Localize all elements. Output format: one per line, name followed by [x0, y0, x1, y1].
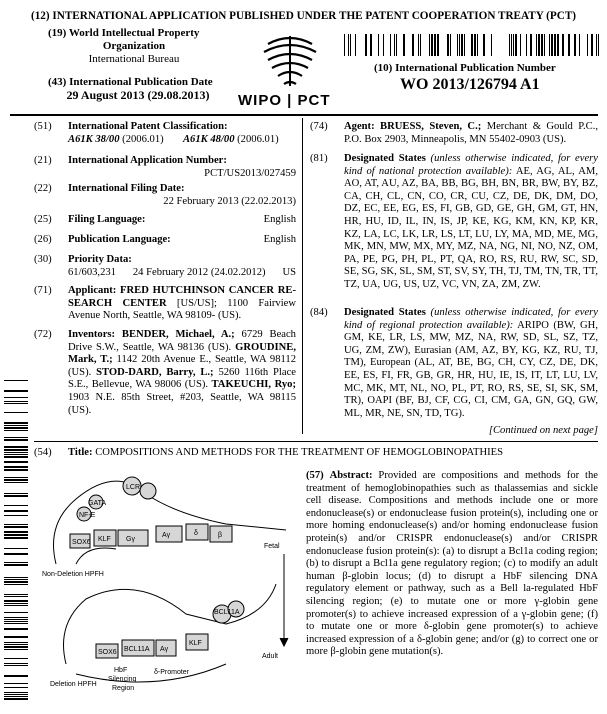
ipc-date-2: (2006.01) [237, 133, 279, 145]
barcode-bar [434, 34, 436, 56]
barcode-bar [4, 584, 28, 585]
barcode-bar [491, 34, 492, 56]
barcode-bar [461, 34, 463, 56]
barcode-bar [551, 34, 553, 56]
ipc-date-1: (2006.01) [122, 133, 164, 145]
barcode-bar [4, 564, 28, 566]
barcode-bar [4, 636, 28, 638]
barcode-bar [538, 34, 540, 56]
regional-states-list: ARIPO (BW, GH, GM, KE, LR, LS, MW, MZ, NA, RW, SD, SL, SZ, TZ, UG, ZM, ZW), Eurasian (AM, AZ, BY, KG, KZ, RU, TJ, TM), European (AL, AT, BE, BG, CH, CY, CZ, DE, DK, EE, ES, FI, FR, GB, GR, HR, HU, IE, IS, IT, LT, LU, LV, MC, MK, MT, NL, NO, PL, PT, RO, RS, SE, SI, SK, SM, TR), OAPI (BF, BJ, CF, CG, CI, CM, GA, GN, GQ, GW, ML, MR, NE, SN, TD, TG). [344, 319, 598, 419]
inventor-1: BENDER, Michael, A.; [121, 329, 235, 340]
fig-label-non-deletion: Non-Deletion HPFH [42, 571, 104, 578]
barcode-bar [4, 439, 28, 441]
barcode-bar [520, 34, 521, 56]
inventor-2: GROUDINE, Mark, T.; [68, 341, 296, 366]
field-30 [34, 254, 296, 279]
document-title: (12) INTERNATIONAL APPLICATION PUBLISHED UNDER THE PATENT COOPERATION TREATY (PCT) [30, 10, 577, 22]
field-71-label: Applicant: [68, 285, 117, 296]
abstract-text: Provided are compositions and methods for the treatment of hemoglobinopathies such as thalassemias and sickle cell disease. Compositions and methods include one or more endonuclease(s) or endonuclease fusion protein(s), including one or more homing endonuclease(s) and/or homing endonuclease fusion protein(s) and/or CRISPR endonuclease(s) and/or CRISPR endonuclease fusion protein(s): (a) to disrupt a Bcl1a coding region; (b) to disrupt a Bcl1a gene regulatory region; (c) to modify an adult human β-globin locus; (d) to disrupt a HbF silencing DNA regulatory element or pathway, such as a Bell la-regulated HbF silencing region; (e) to mutate one or more γ-globin gene promoter(s) to achieve increased expression of a γ-globin gene; (f) to mutate one or more δ-globin gene promoter(s) to achieve increased expression of a δ-globin gene; and/or (g) to correct one or more β-globin gene mutation(s). [306, 470, 598, 658]
barcode-bar [4, 482, 28, 483]
priority-date: 24 February 2012 (24.02.2012) [132, 266, 266, 278]
wipo-logo [240, 30, 340, 112]
field-72-number: (72) [34, 329, 52, 340]
barcode-bar [420, 34, 421, 56]
field-26-number: (26) [34, 234, 52, 245]
barcode-bar [4, 687, 28, 688]
barcode-bar [4, 675, 28, 677]
barcode-bar [4, 612, 28, 613]
field-26 [34, 234, 296, 247]
field-21-label: International Application Number: [68, 155, 227, 166]
barcode-bar [4, 427, 28, 429]
continued-note: [Continued on next page] [488, 425, 598, 436]
filing-language: English [263, 214, 296, 225]
barcode-bar [4, 581, 28, 583]
barcode-bar [4, 537, 28, 539]
fig-label-klf-lower: KLF [189, 640, 202, 647]
barcode-bar [4, 524, 28, 525]
field-71-number: (71) [34, 285, 52, 296]
field-21 [34, 155, 296, 180]
barcode-bar [4, 605, 28, 606]
fig-label-lcr: LCR [126, 484, 141, 491]
priority-application: 61/603,231 [68, 266, 116, 278]
field-84-label: Designated States [344, 307, 426, 318]
barcode-bar [4, 456, 28, 458]
inventor-4-address: 1903 N.E. 85th Street, #203, Seattle, WA 98115 (US). [68, 391, 296, 416]
barcode-side [4, 380, 28, 700]
inventor-2-address: 1142 20th Avenue E., Seattle, WA 98112 (US). [68, 354, 296, 378]
pub-date: 29 August 2013 (29.08.2013) [66, 88, 210, 102]
publication-language: English [263, 234, 296, 245]
fig-label-bcl11a-lower: BCL11A [124, 646, 150, 653]
barcode-bar [4, 390, 28, 392]
fig-label-hbf-2: Silencing [108, 676, 137, 683]
fig-label-hbf-3: Region [112, 685, 135, 692]
barcode-bar [4, 531, 28, 533]
fig-label-sox6-lower: SOX6 [98, 649, 117, 656]
barcode-bar [4, 683, 28, 684]
field-84-number: (84) [310, 307, 328, 318]
barcode-bar [4, 665, 28, 666]
barcode-bar [4, 658, 28, 659]
pub-number-label: (10) International Publication Number [374, 62, 556, 74]
barcode-top [344, 34, 599, 56]
fig-label-ay-lower: Aγ [160, 646, 169, 653]
field-84-note: (unless otherwise indicated, for every kind of regional protection available): [344, 307, 598, 331]
barcode-bar [4, 412, 28, 413]
inventor-3-address: 5260 116th Place S.E., Bellevue, WA 98006 (US). [68, 366, 296, 391]
barcode-bar [396, 34, 397, 56]
inventor-1-address: 6729 Beach Drive S.W., Seattle, WA 98136 (US). [68, 329, 296, 353]
field-22 [34, 183, 296, 208]
barcode-bar [4, 694, 28, 695]
field-57-number: (57) [306, 470, 324, 481]
field-81-note: (unless otherwise indicated, for every kind of national protection available): [344, 153, 598, 177]
field-22-number: (22) [34, 183, 52, 194]
barcode-bar [568, 34, 570, 56]
field-30-number: (30) [34, 254, 52, 265]
fig-label-adult: Adult [262, 653, 278, 660]
field-54-number: (54) [34, 447, 52, 458]
barcode-bar [4, 437, 28, 438]
field-81-number: (81) [310, 153, 328, 164]
barcode-bar [541, 34, 543, 56]
field-72 [34, 329, 296, 417]
barcode-bar [4, 548, 28, 549]
applicant-name: FRED HUTCHINSON CANCER RE- [120, 285, 296, 296]
inventor-3: STOD-DARD, Barry, L.; [96, 366, 214, 378]
barcode-bar [4, 452, 28, 453]
fig-label-delta-promoter: δ-Promoter [154, 669, 190, 676]
barcode-bar [526, 34, 527, 56]
barcode-bar [4, 600, 28, 602]
filing-date: 22 February 2013 (22.02.2013) [163, 195, 296, 207]
abstract-figure [36, 464, 300, 704]
wipo-pct-wordmark: WIPO | PCT [238, 92, 331, 109]
field-74-number: (74) [310, 121, 328, 132]
barcode-bar [4, 596, 28, 597]
barcode-bar [429, 34, 430, 56]
barcode-bar [513, 34, 514, 56]
barcode-bar [4, 696, 28, 697]
barcode-bar [4, 526, 28, 528]
barcode-bar [390, 34, 391, 56]
field-51 [34, 121, 296, 146]
barcode-bar [4, 449, 28, 451]
barcode-bar [509, 34, 510, 56]
barcode-bar [557, 34, 559, 56]
barcode-bar [4, 698, 28, 700]
barcode-bar [412, 34, 414, 56]
barcode-bar [536, 34, 537, 56]
barcode-bar [457, 34, 458, 56]
barcode-bar [4, 642, 28, 643]
fig-label-delta-upper: δ [194, 530, 198, 537]
ipc-code-1: A61K 38/00 [68, 133, 120, 145]
field-25-label: Filing Language: [68, 214, 146, 225]
barcode-bar [549, 34, 550, 56]
barcode-bar [4, 594, 28, 595]
barcode-bar [4, 553, 28, 555]
barcode-bar [431, 34, 433, 56]
barcode-bar [4, 422, 28, 424]
fig-label-nfe: NF-E [79, 512, 96, 519]
national-states-list: AE, AG, AL, AM, AO, AT, AU, AZ, BA, BB, BG, BH, BN, BR, BW, BY, BZ, CA, CH, CL, CN, CO, CR, CU, CZ, DE, DK, DM, DO, DZ, EC, EE, EG, ES, FI, GB, GD, GE, GH, GM, GT, HN, HR, HU, ID, IL, IN, IS, JP, KE, KG, KM, KN, KP, KR, KZ, LA, LC, LK, LR, LS, LT, LU, LY, MA, MD, ME, MG, MK, MN, MW, MX, MY, MZ, NA, NG, NI, NO, NZ, OM, PA, PE, PG, PH, PL, PT, QA, RO, RS, RU, RW, SC, SD, SE, SG, SK, SL, SM, ST, SV, SY, TH, TJ, TM, TN, TR, TT, TZ, UA, UG, US, UZ, VC, VN, ZA, ZM, ZW. [344, 165, 598, 290]
barcode-bar [4, 403, 28, 404]
field-51-label: International Patent Classification: [68, 121, 228, 132]
barcode-bar [4, 621, 28, 622]
barcode-bar [4, 477, 28, 478]
barcode-bar [4, 469, 28, 471]
header-divider [10, 114, 598, 116]
barcode-bar [4, 397, 28, 398]
barcode-bar [4, 466, 28, 468]
fig-label-deletion: Deletion HPFH [50, 681, 97, 688]
pub-date-label: (43) International Publication Date [48, 76, 213, 88]
barcode-bar [530, 34, 532, 56]
barcode-bar [348, 34, 349, 56]
barcode-bar [4, 644, 28, 645]
field-25 [34, 214, 296, 227]
field-21-number: (21) [34, 155, 52, 166]
field-54-label: Title: [68, 447, 93, 458]
fig-label-gy-upper: Gγ [126, 536, 135, 543]
office-line-3: International Bureau [88, 53, 180, 65]
field-81-label: Designated States [344, 153, 426, 164]
barcode-bar [511, 34, 512, 56]
agent-address: Merchant & Gould P.C., P.O. Box 2903, Minneapolis, MN 55402-0903 (US). [344, 121, 598, 145]
field-72-label: Inventors: [68, 329, 116, 340]
inventor-4: TAKEUCHI, Ryo; [211, 379, 296, 391]
barcode-bar [4, 401, 28, 402]
barcode-bar [450, 34, 451, 56]
barcode-bar [554, 34, 556, 56]
field-25-number: (25) [34, 214, 52, 225]
field-74 [310, 121, 598, 146]
barcode-bar [459, 34, 460, 56]
barcode-bar [4, 663, 28, 664]
barcode-bar [4, 380, 28, 381]
barcode-bar [383, 34, 384, 56]
application-number: PCT/US2013/027459 [204, 167, 296, 179]
barcode-bar [471, 34, 473, 56]
barcode-bar [562, 34, 564, 56]
barcode-bar [355, 34, 356, 56]
barcode-bar [437, 34, 439, 56]
barcode-bar [4, 461, 28, 463]
fig-label-hbf-1: HbF [114, 667, 128, 674]
field-81 [310, 153, 598, 292]
barcode-bar [477, 34, 478, 56]
field-26-label: Publication Language: [68, 234, 171, 245]
barcode-bar [4, 692, 28, 693]
column-divider [302, 118, 303, 434]
barcode-bar [4, 603, 28, 604]
barcode-bar [4, 505, 28, 506]
field-71 [34, 285, 296, 323]
barcode-bar [4, 454, 28, 455]
barcode-bar [4, 495, 28, 497]
barcode-bar [4, 628, 28, 630]
barcode-bar [365, 34, 367, 56]
barcode-bar [483, 34, 485, 56]
barcode-bar [4, 646, 28, 648]
fig-label-sox6-upper: SOX6 [72, 539, 91, 546]
barcode-bar [474, 34, 476, 56]
barcode-bar [587, 34, 588, 56]
fig-label-beta-upper: β [218, 532, 223, 539]
fig-label-bcl11a-upper: BCL11A [214, 609, 240, 616]
barcode-bar [591, 34, 593, 56]
barcode-bar [4, 446, 28, 448]
barcode-bar [378, 34, 379, 56]
fig-label-klf-upper: KLF [98, 536, 111, 543]
barcode-bar [574, 34, 576, 56]
barcode-bar [4, 619, 28, 620]
office-line-1: (19) World Intellectual Property [48, 27, 200, 39]
fig-label-ay-upper: Aγ [162, 532, 171, 539]
barcode-bar [4, 562, 28, 563]
barcode-bar [4, 534, 28, 536]
office-line-2: Organization [102, 40, 166, 52]
barcode-bar [4, 510, 28, 512]
field-30-label: Priority Data: [68, 254, 132, 265]
pub-number: WO 2013/126794 A1 [400, 76, 540, 93]
barcode-bar [4, 515, 28, 516]
priority-country: US [282, 266, 296, 278]
barcode-bar [596, 34, 597, 56]
barcode-bar [344, 34, 345, 56]
barcode-bar [515, 34, 517, 56]
ipc-code-2: A61K 48/00 [182, 133, 235, 145]
field-57-label: Abstract: [329, 470, 373, 481]
field-22-label: International Filing Date: [68, 183, 185, 194]
barcode-bar [4, 430, 28, 431]
barcode-bar [544, 34, 545, 56]
barcode-bar [418, 34, 419, 56]
barcode-bar [4, 649, 28, 650]
field-74-label: Agent: [344, 121, 375, 132]
field-57 [306, 470, 598, 659]
barcode-bar [403, 34, 405, 56]
fig-label-gata: GATA [88, 500, 107, 507]
barcode-bar [447, 34, 449, 56]
barcode-bar [4, 579, 28, 580]
field-84 [310, 307, 598, 420]
barcode-bar [464, 34, 465, 56]
barcode-bar [4, 493, 28, 494]
fig-label-fetal: Fetal [264, 543, 280, 550]
barcode-bar [4, 617, 28, 618]
applicant-name-cont: SEARCH CENTER [68, 297, 167, 309]
field-51-number: (51) [34, 121, 52, 132]
barcode-bar [4, 479, 28, 481]
applicant-address: [US/US]; 1100 Fairview Avenue North, Seattle, WA 98109- (US). [68, 297, 297, 322]
barcode-bar [394, 34, 395, 56]
invention-title: COMPOSITIONS AND METHODS FOR THE TREATMENT OF HEMOGLOBINOPATHIES [95, 447, 503, 458]
title-divider [34, 441, 598, 442]
barcode-bar [4, 425, 28, 426]
barcode-bar [4, 623, 28, 624]
barcode-bar [350, 34, 351, 56]
barcode-bar [598, 34, 599, 56]
field-54 [34, 447, 598, 460]
agent-name: BRUESS, Steven, C.; [380, 121, 482, 132]
barcode-bar [4, 577, 28, 578]
barcode-bar [370, 34, 372, 56]
barcode-bar [579, 34, 580, 56]
